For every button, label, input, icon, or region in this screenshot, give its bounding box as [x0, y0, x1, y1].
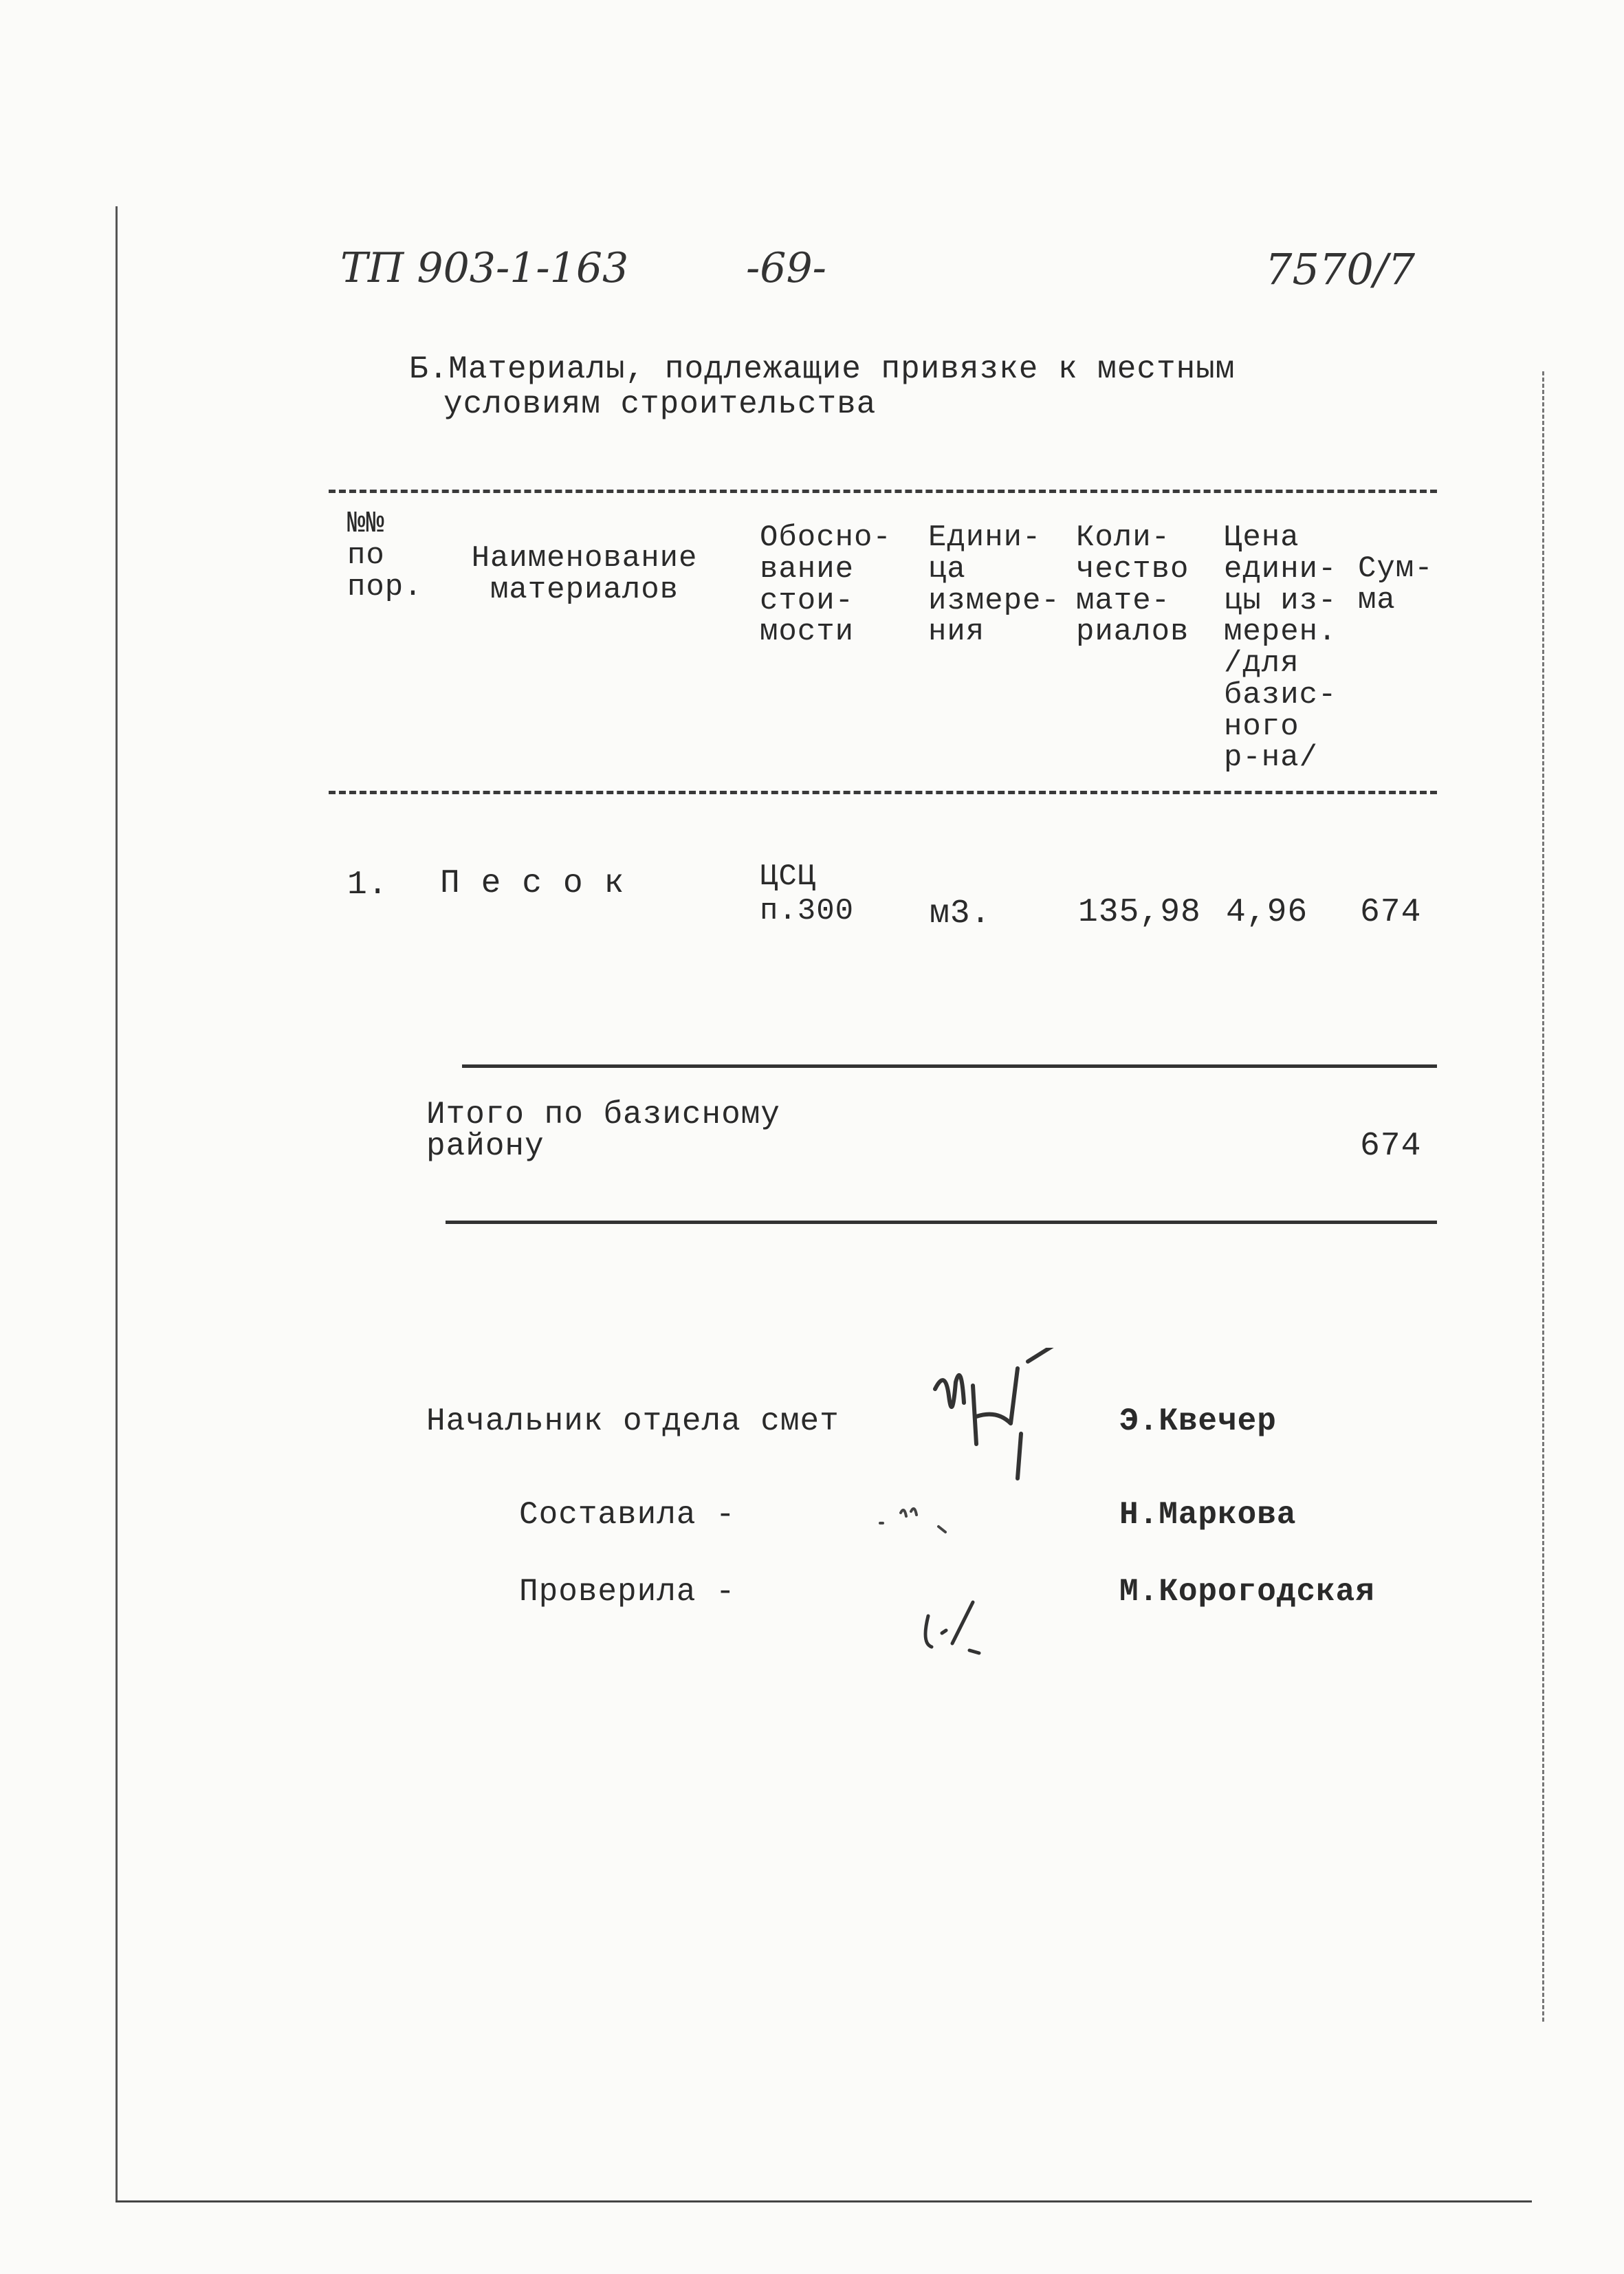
column-header-sum: Сум- ма — [1358, 551, 1434, 617]
column-header-unit: Едини- ца измере- ния — [928, 521, 1060, 650]
basis-line1: ЦСЦ — [760, 860, 817, 894]
signature-name-compiled: Н.Маркова — [1119, 1497, 1297, 1533]
quantity-value: 135,98 — [1078, 894, 1201, 931]
total-label: Итого по базисному району — [426, 1097, 780, 1164]
left-margin-rule — [116, 206, 118, 2200]
column-header-name: Наименование материалов — [471, 541, 698, 607]
material-name: П е с о к — [440, 865, 625, 902]
signature-role-head: Начальник отдела смет — [426, 1403, 840, 1439]
table-top-rule — [329, 490, 1437, 493]
handwritten-signature-checked — [914, 1568, 1011, 1664]
sheet-reference: 7570/7 — [1265, 244, 1416, 294]
signature-name-checked: М.Корогодская — [1119, 1574, 1375, 1610]
basis-line2: п.300 — [760, 894, 855, 928]
sum-value: 674 — [1360, 894, 1422, 931]
price-value: 4,96 — [1226, 894, 1308, 931]
bottom-rule — [116, 2200, 1532, 2202]
handwritten-signature-head — [908, 1348, 1114, 1492]
signature-role-checked: Проверила - — [519, 1574, 736, 1610]
total-value: 674 — [1360, 1128, 1422, 1165]
handwritten-signature-compiled — [873, 1492, 983, 1540]
total-top-rule — [462, 1064, 1437, 1068]
signature-name-head: Э.Квечер — [1119, 1403, 1277, 1439]
column-header-price: Цена едини- цы из- мерен. /для базис- ного р-на/ — [1224, 521, 1337, 776]
row-number: 1. — [347, 866, 388, 904]
column-header-number: №№ по пор. — [347, 507, 423, 604]
unit-value: м3. — [930, 895, 991, 932]
section-title-line1: Б.Материалы, подлежащие привязке к местным — [409, 351, 1236, 387]
total-bottom-rule — [446, 1221, 1437, 1224]
section-title-line2: условиям строительства — [443, 386, 877, 422]
page-number: -69- — [746, 244, 826, 292]
column-header-quantity: Коли- чество мате- риалов — [1076, 521, 1189, 650]
signature-role-compiled: Составила - — [519, 1497, 736, 1533]
right-margin-rule — [1542, 371, 1544, 2022]
column-header-basis: Обосно- вание стои- мости — [760, 521, 892, 650]
table-header-bottom-rule — [329, 791, 1437, 794]
document-code: ТП 903-1-163 — [340, 244, 629, 292]
